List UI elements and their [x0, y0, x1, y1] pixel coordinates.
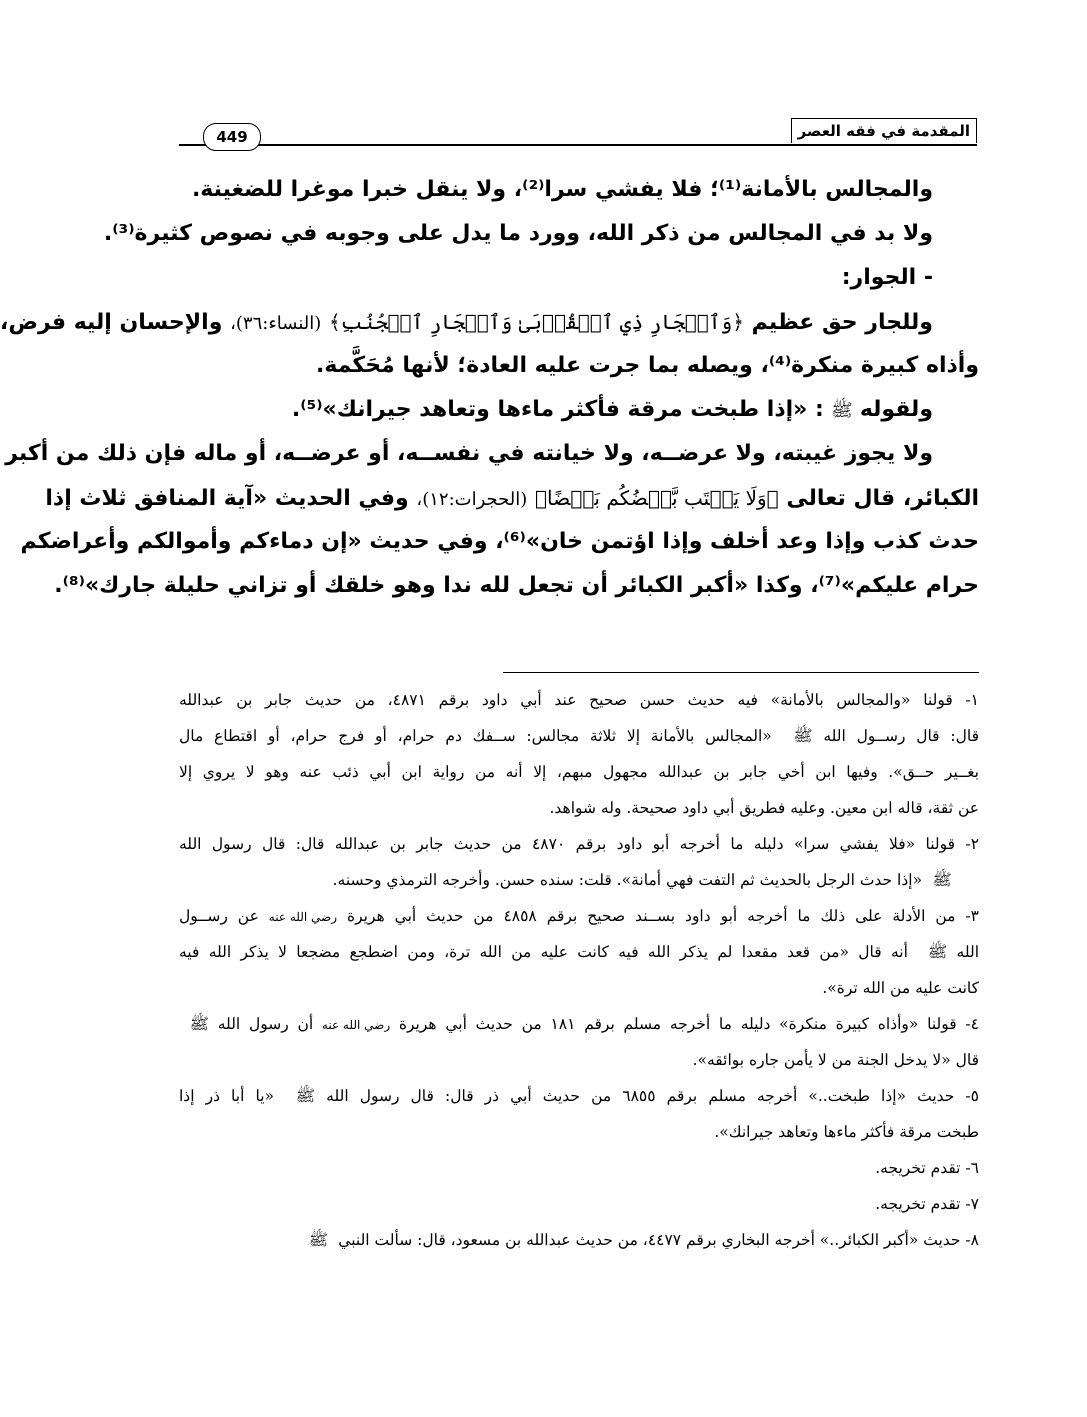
salutation-glyph: ﷺ: [927, 942, 948, 961]
footnote-line: [179, 1222, 979, 1258]
main-line: ولا يجوز غيبته، ولا عرضــه، ولا خيانته في نفســه، أو عرضــه، أو ماله فإن ذلك من أكبر: [5, 441, 933, 466]
main-text-segment: ولقوله: [859, 397, 933, 422]
main-line: حدث كذب وإذا وعد أخلف وإذا اؤتمن خان»⁽⁶⁾، وفي حديث «إن دماءكم وأموالكم وأعراضكم: [20, 529, 979, 554]
footnote-line: طبخت مرقة فأكثر ماءها وتعاهد جيرانك».: [714, 1123, 979, 1141]
main-text-segment: وللجار حق عظيم: [751, 310, 933, 335]
footnote-line: بغــير حــق». وفيها ابن أخي جابر بن عبدالله مجهول مبهم، إلا أنه من رواية ابن أبي ذئب عنه وهو لا يروي إلا: [179, 763, 979, 781]
footnote-segment: «المجالس بالأمانة إلا ثلاثة مجالس: ســفك دم حرام، أو فرج حرام، أو اقتطاع مال: [179, 727, 772, 745]
quran-verse: ﴿وَلَا يَغۡتَب بَّعۡضُكُم بَعۡضًا﴾: [534, 486, 779, 510]
footnote-line: ٧- تقدم تخريجه.: [875, 1195, 979, 1213]
salutation-glyph: ﷺ: [830, 400, 853, 421]
main-text-segment: الكبائر، قال تعالى: [786, 486, 979, 511]
footnote-line: [179, 898, 979, 934]
quran-verse: ﴿وَٱلۡجَارِ ذِي ٱلۡقُرۡبَىٰ وَٱلۡجَارِ ٱلۡجُنُبِ﴾: [328, 310, 744, 334]
footnote-segment: ٤- قولنا «وأذاه كبيرة منكرة» دليله ما أخرجه مسلم برقم ١٨١ من حديث أبي هريرة: [398, 1015, 979, 1033]
salutation-glyph: ﷺ: [295, 1086, 316, 1105]
footnote-separator: [503, 672, 979, 673]
footnote-line: [179, 862, 979, 898]
footnote-segment: «يا أبا ذر إذا: [179, 1087, 274, 1105]
verse-reference: (الحجرات:١٢)،: [416, 489, 528, 510]
footnote-line: [179, 1078, 979, 1114]
footnote-line: قال «لا يدخل الجنة من لا يأمن جاره بوائقه».: [692, 1051, 979, 1069]
footnote-line: [179, 718, 979, 754]
radiallah-glyph: رضي الله عنه: [268, 910, 338, 924]
salutation-glyph: ﷺ: [189, 1014, 209, 1033]
running-title: المقدمة في فقه العصر: [791, 118, 977, 143]
verse-reference: (النساء:٣٦)،: [230, 313, 322, 334]
main-line: ولا بد في المجالس من ذكر الله، وورد ما يدل على وجوبه في نصوص كثيرة⁽³⁾.: [103, 221, 933, 246]
footnote-line: ١- قولنا «والمجالس بالأمانة» فيه حديث حسن صحيح عند أبي داود برقم ٤٨٧١، من حديث جابر بن عبدالله: [179, 691, 979, 709]
footnote-line: كانت عليه من الله ترة».: [822, 979, 979, 997]
main-text-segment: : «إذا طبخت مرقة فأكثر ماءها وتعاهد جيرانك»⁽⁵⁾.: [291, 397, 824, 422]
footnote-line: [179, 1006, 979, 1042]
salutation-glyph: ﷺ: [793, 726, 813, 745]
footnote-segment: أنه قال «من قعد مقعدا لم يذكر الله فيه كانت عليه من الله ترة، ومن اضطجع مضجعا لا يذكر الله فيه: [179, 943, 908, 961]
main-text-segment: وفي الحديث «آية المنافق ثلاث إذا: [45, 486, 409, 511]
salutation-glyph: ﷺ: [932, 870, 952, 889]
main-line: وأذاه كبيرة منكرة⁽⁴⁾، ويصله بما جرت عليه العادة؛ لأنها مُحَكَّمة.: [315, 353, 979, 378]
footnote-segment: ٣- من الأدلة على ذلك ما أخرجه أبو داود بســند صحيح برقم ٤٨٥٨ من حديث أبي هريرة: [347, 907, 979, 925]
footnote-segment: أن رسول الله: [217, 1015, 314, 1033]
radiallah-glyph: رضي الله عنه: [321, 1018, 391, 1032]
main-text-segment: والإحسان إليه فرض،: [0, 310, 223, 335]
footnote-segment: الله: [956, 943, 980, 961]
page-number: 449: [203, 123, 261, 151]
footnote-segment: «إذا حدث الرجل بالحديث ثم التفت فهي أمانة». قلت: سنده حسن. وأخرجه الترمذي وحسنه.: [332, 871, 923, 889]
main-line: [179, 388, 979, 432]
footnote-line: عن ثقة، قاله ابن معين. وعليه فطريق أبي داود صحيحة. وله شواهد.: [549, 799, 979, 817]
section-heading: - الجوار:: [841, 265, 933, 290]
salutation-glyph: ﷺ: [308, 1230, 329, 1249]
main-text: [0, 168, 979, 608]
footnotes: [179, 682, 979, 1258]
footnote-line: ٢- قولنا «فلا يفشي سرا» دليله ما أخرجه أبو داود برقم ٤٨٧٠ من حديث جابر بن عبدالله قال: قال رسول الله: [179, 835, 980, 853]
footnote-segment: ٥- حديث «إذا طبخت..» أخرجه مسلم برقم ٦٨٥٥ من حديث أبي ذر قال: قال رسول الله: [326, 1087, 979, 1105]
main-line: حرام عليكم»⁽⁷⁾، وكذا «أكبر الكبائر أن تجعل لله ندا وهو خلقك أو تزاني حليلة جارك»⁽⁸⁾.: [54, 573, 979, 598]
footnote-line: ٦- تقدم تخريجه.: [875, 1159, 979, 1177]
footnote-segment: قال: قال رســول الله: [823, 727, 979, 745]
footnote-segment: ٨- حديث «أكبر الكبائر..» أخرجه البخاري برقم ٤٤٧٧، من حديث عبدالله بن مسعود، قال: سألت النبي: [338, 1231, 979, 1249]
footnote-segment: عن رســول: [179, 907, 259, 925]
main-line: والمجالس بالأمانة⁽¹⁾؛ فلا يفشي سرا⁽²⁾، ولا ينقل خبرا موغرا للضغينة.: [191, 177, 933, 202]
main-line: [0, 300, 979, 344]
footnote-line: [179, 934, 979, 970]
page-header: [179, 118, 977, 152]
header-rule: [179, 144, 977, 146]
main-line: [45, 476, 979, 520]
